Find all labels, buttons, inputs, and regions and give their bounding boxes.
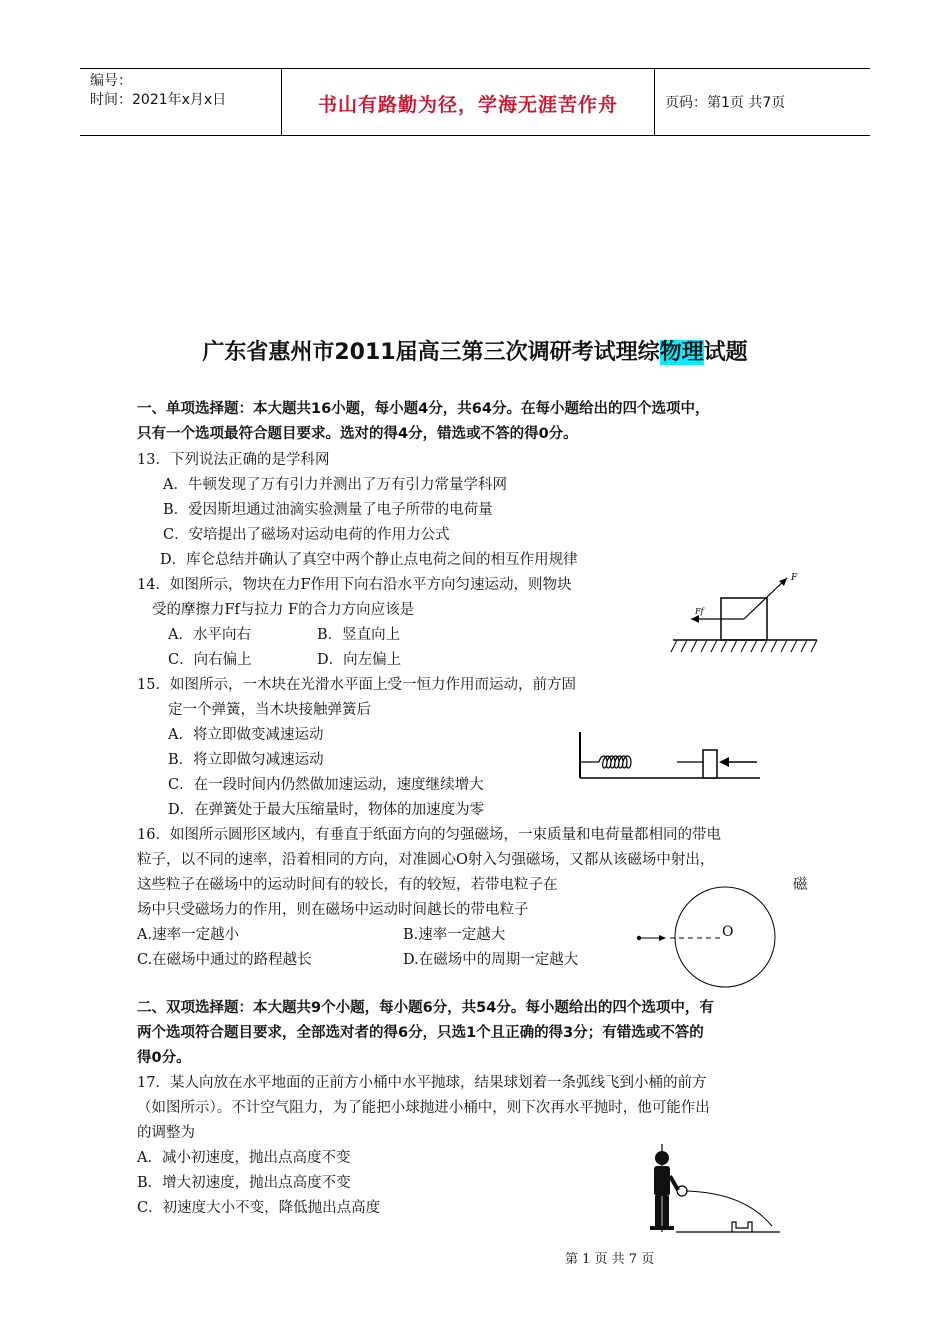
- q15-option-a: A．将立即做变减速运动: [168, 727, 324, 743]
- q16-option-c: C.在磁场中通过的路程越长: [137, 952, 312, 968]
- q17-stem-line1: 17．某人向放在水平地面的正前方小桶中水平抛球，结果球划着一条弧线飞到小桶的前方: [137, 1075, 707, 1091]
- q17-option-c: C．初速度大小不变，降低抛出点高度: [137, 1200, 381, 1216]
- q14-fig-label-f: F: [791, 573, 798, 583]
- q15-option-c: C．在一段时间内仍然做加速运动，速度继续增大: [168, 777, 484, 793]
- q17-option-b: B．增大初速度，抛出点高度不变: [137, 1175, 351, 1191]
- q16-fig-label-o: O: [722, 924, 734, 940]
- header-bottom-rule: [80, 135, 870, 136]
- q16-stem-line4: 场中只受磁场力的作用，则在磁场中运动时间越长的带电粒子: [137, 902, 529, 918]
- q17-stem-line2: （如图所示）。不计空气阻力，为了能把小球抛进小桶中，则下次再水平抛时，他可能作出: [137, 1100, 710, 1116]
- q13-option-b: B．爱因斯坦通过油滴实验测量了电子所带的电荷量: [163, 502, 493, 518]
- q15-stem-line1: 15．如图所示，一木块在光滑水平面上受一恒力作用而运动，前方固: [137, 677, 576, 693]
- q14-stem-line1: 14．如图所示，物块在力F作用下向右沿水平方向匀速运动，则物块: [137, 577, 572, 593]
- q13-option-c: C．安培提出了磁场对运动电荷的作用力公式: [163, 527, 450, 543]
- q13-option-a: A．牛顿发现了万有引力并测出了万有引力常量学科网: [163, 477, 507, 493]
- section2-line1: 二、双项选择题：本大题共9个小题，每小题6分，共54分。每小题给出的四个选项中，有: [137, 1000, 714, 1016]
- q15-figure-spring: [575, 728, 765, 784]
- q16-stem-line3-end: 磁: [793, 877, 808, 893]
- q14-option-c: C．向右偏上: [168, 652, 252, 668]
- q16-figure-magnetic-field: [630, 884, 780, 990]
- header-motto: 书山有路勤为径，学海无涯苦作舟: [317, 94, 618, 116]
- header-page-info: 页码：第1页 共7页: [665, 95, 786, 111]
- q16-option-d: D.在磁场中的周期一定越大: [403, 952, 579, 968]
- header-divider-right: [654, 68, 655, 136]
- header-top-rule: [80, 68, 870, 69]
- q17-stem-line3: 的调整为: [137, 1125, 195, 1141]
- q15-stem-line2: 定一个弹簧，当木块接触弹簧后: [168, 702, 371, 718]
- q14-stem-line2: 受的摩擦力Ff与拉力 F的合力方向应该是: [152, 602, 415, 618]
- q16-stem-line3: 这些粒子在磁场中的运动时间有的较长，有的较短，若带电粒子在: [137, 877, 558, 893]
- q16-option-a: A.速率一定越小: [137, 927, 240, 943]
- q16-stem-line2: 粒子，以不同的速率，沿着相同的方向，对准圆心O射入匀强磁场，又都从该磁场中射出，: [137, 852, 715, 868]
- q17-option-a: A．减小初速度，抛出点高度不变: [137, 1150, 351, 1166]
- q16-option-b: B.速率一定越大: [403, 927, 506, 943]
- q13-option-d: D．库仑总结并确认了真空中两个静止点电荷之间的相互作用规律: [160, 552, 578, 568]
- section1-heading: [137, 397, 817, 447]
- q17-figure-throw: [632, 1140, 782, 1236]
- q14-option-b: B．竖直向上: [317, 627, 401, 643]
- page-footer: 第 1 页 共 7 页: [565, 1252, 655, 1267]
- q14-option-d: D．向左偏上: [317, 652, 402, 668]
- section1-line2: 只有一个选项最符合题目要求。选对的得4分，错选或不答的得0分。: [137, 426, 578, 442]
- title-highlight: 物理: [659, 340, 704, 365]
- q16-stem-line1: 16．如图所示圆形区域内，有垂直于纸面方向的匀强磁场，一束质量和电荷量都相同的带电: [137, 827, 721, 843]
- section2-heading: [137, 996, 817, 1071]
- header-time-label: 时间：2021年x月x日: [90, 92, 227, 108]
- q14-option-a: A．水平向右: [168, 627, 251, 643]
- section2-line3: 得0分。: [137, 1050, 191, 1066]
- q14-fig-label-ff: Ff: [695, 607, 704, 616]
- q15-option-b: B．将立即做匀减速运动: [168, 752, 324, 768]
- page-title: [0, 335, 950, 366]
- header-code-label: 编号：: [90, 73, 132, 89]
- section2-line2: 两个选项符合题目要求，全部选对者的得6分，只选1个且正确的得3分；有错选或不答的: [137, 1025, 704, 1041]
- title-prefix: 广东省惠州市2011届高三第三次调研考试理综: [202, 340, 660, 365]
- q15-option-d: D．在弹簧处于最大压缩量时，物体的加速度为零: [168, 802, 485, 818]
- section1-line1: 一、单项选择题：本大题共16小题，每小题4分，共64分。在每小题给出的四个选项中，: [137, 401, 710, 417]
- title-suffix: 试题: [703, 340, 748, 365]
- q13-stem: 13．下列说法正确的是学科网: [137, 452, 330, 468]
- q14-figure-block: [665, 568, 825, 660]
